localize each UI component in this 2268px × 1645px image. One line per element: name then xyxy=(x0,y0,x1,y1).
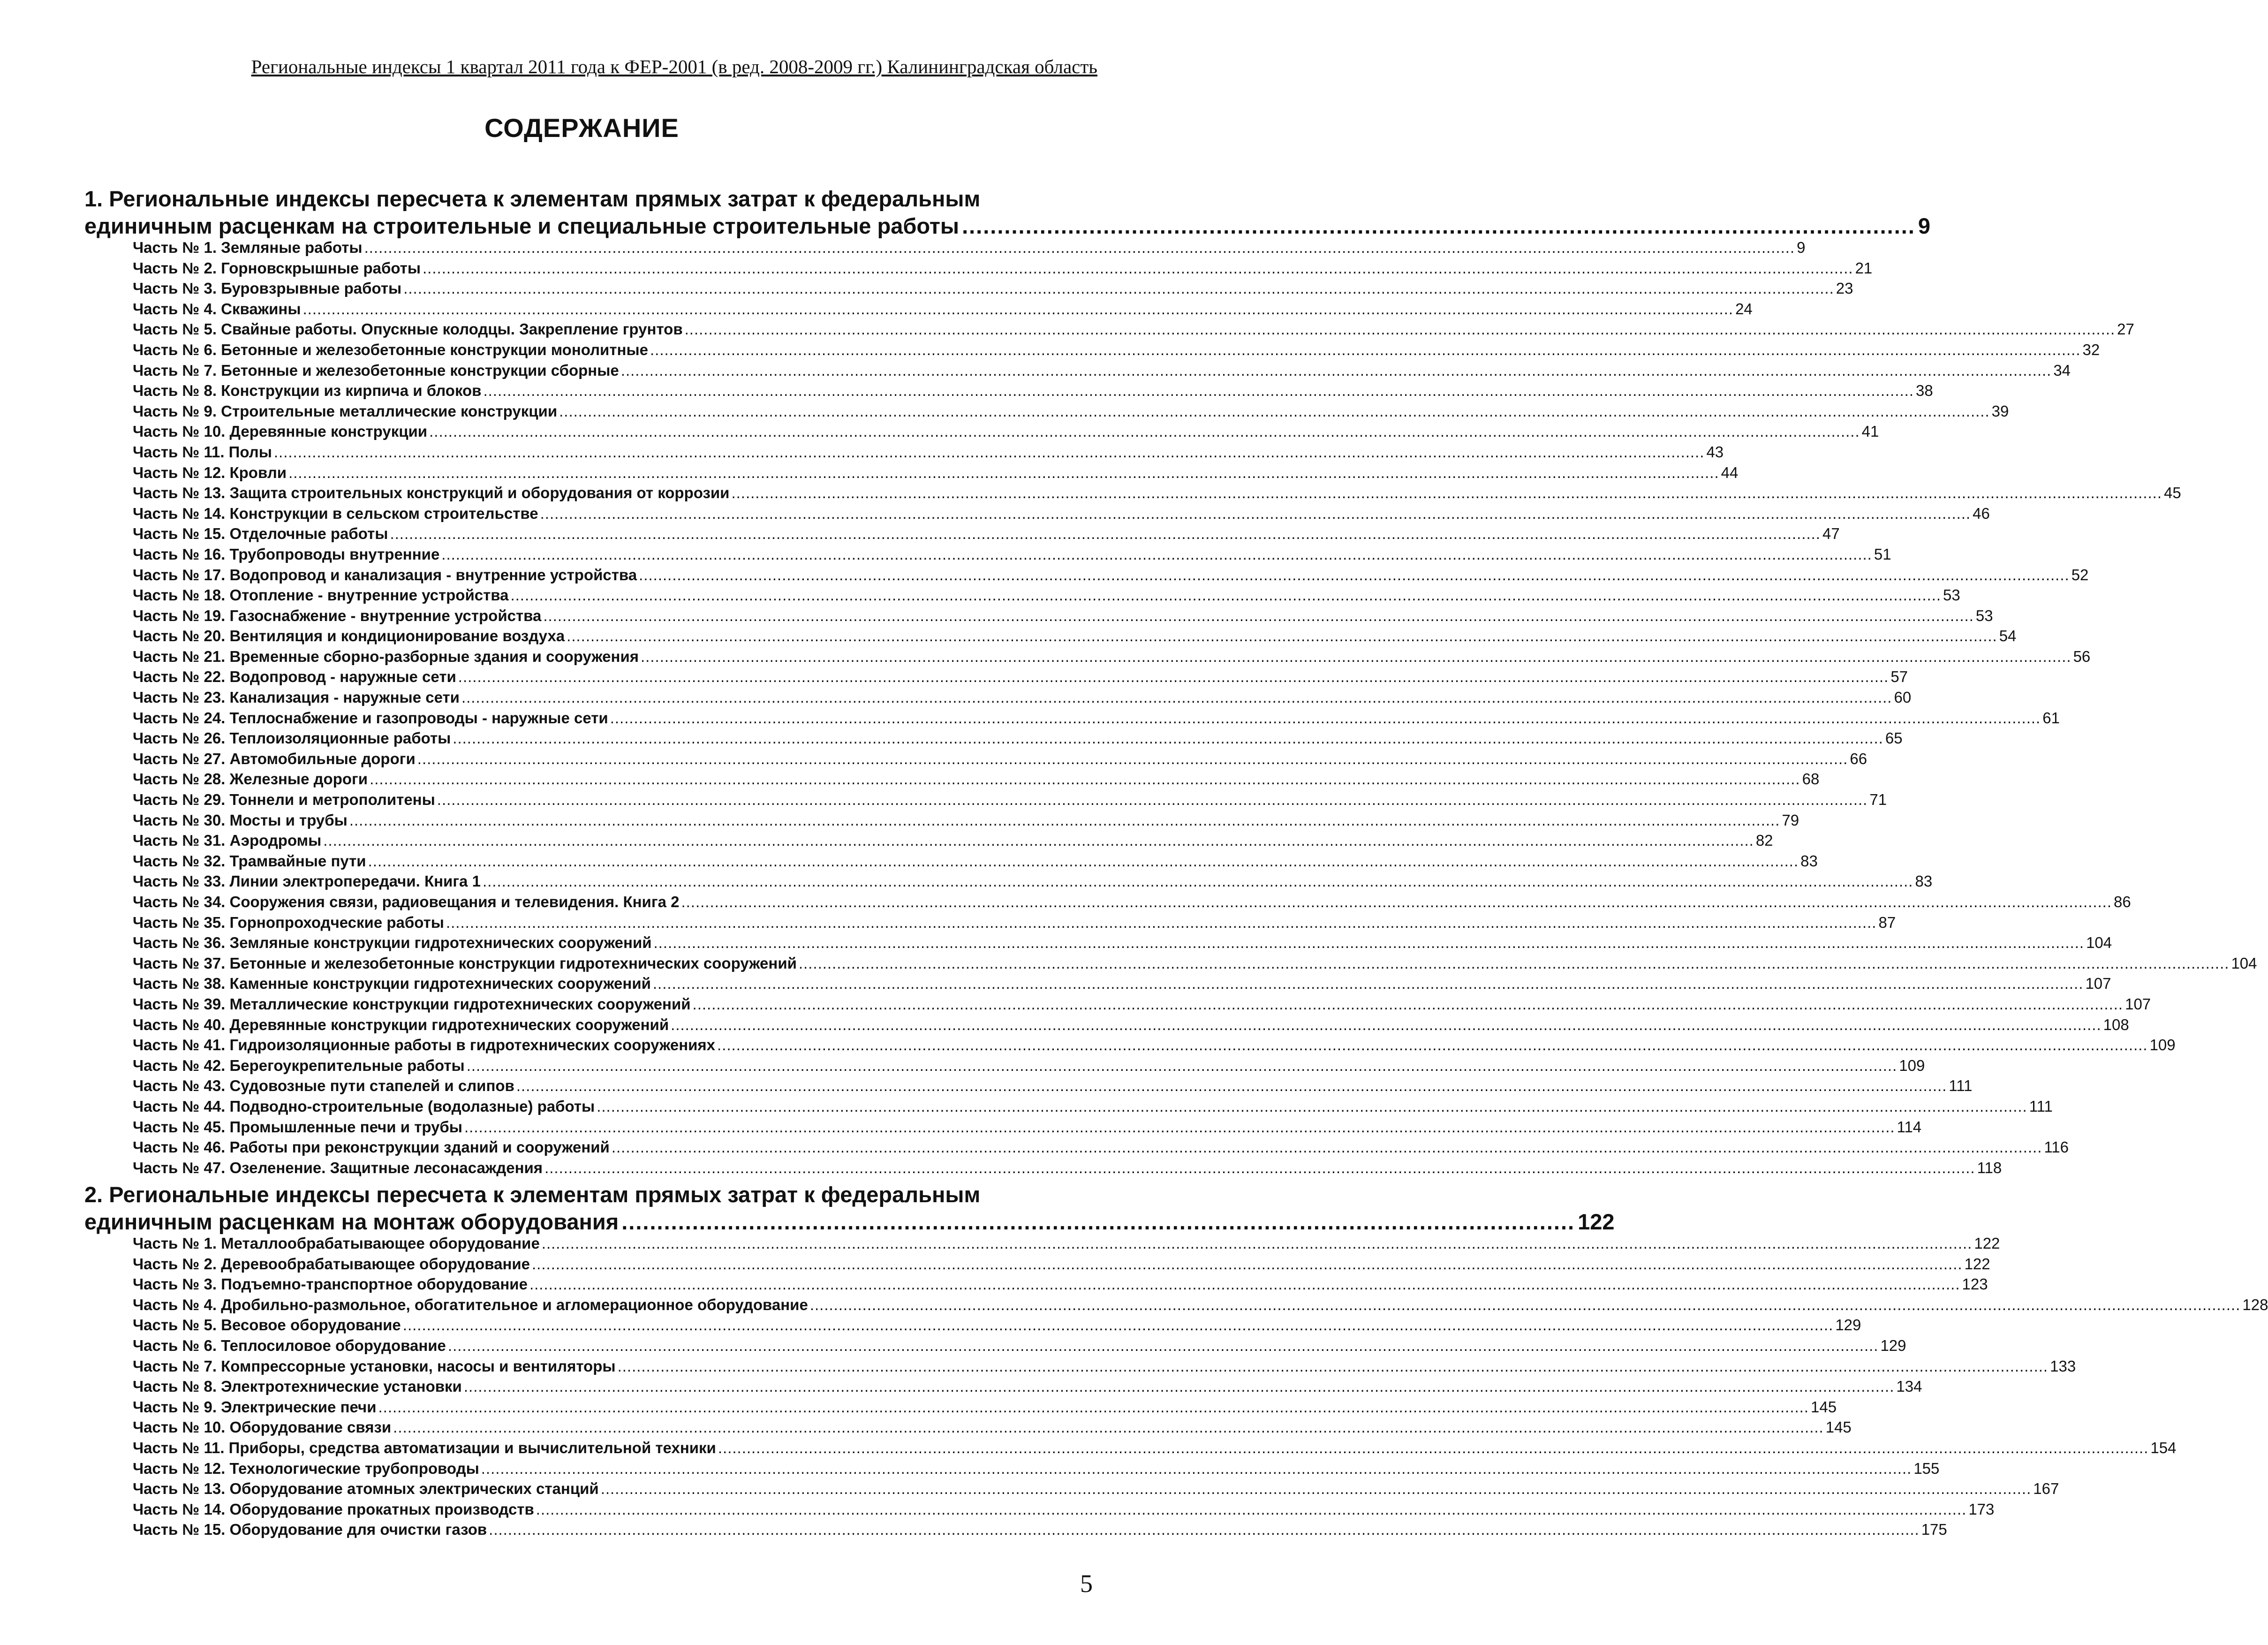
toc-entry-page: 9 xyxy=(1797,239,1806,256)
toc-entry-page: 133 xyxy=(2050,1357,2076,1375)
toc-entry-page: 154 xyxy=(2150,1439,2177,1456)
dot-leader: ............................................................................................................................................................................................................................................................................................................ xyxy=(611,1138,2042,1156)
toc-entry[interactable] xyxy=(133,954,2257,975)
dot-leader: ............................................................................................................................................................................................................................................................................................................ xyxy=(650,341,2081,358)
toc-entry-label: Часть № 39. Металлические конструкции гидротехнических сооружений xyxy=(133,995,691,1013)
toc-entry[interactable] xyxy=(133,1378,1922,1398)
dot-leader: ............................................................................................................................................................................................................................................................................................................ xyxy=(639,566,2070,584)
dot-leader: ............................................................................................................................................................................................................................................................................................................ xyxy=(540,504,1971,522)
dot-leader: ............................................................................................................................................................................................................................................................................................................ xyxy=(544,1159,1975,1176)
toc-entry-page: 122 xyxy=(1974,1235,2000,1252)
section-heading-line2: единичным расценкам на строительные и специальные строительные работы xyxy=(84,213,960,238)
toc-entry-page: 167 xyxy=(2033,1480,2059,1498)
toc-entry[interactable] xyxy=(133,647,2091,668)
toc-list-section-2 xyxy=(133,1235,2268,1541)
toc-entry-label: Часть № 30. Мосты и трубы xyxy=(133,811,348,829)
toc-entry-label: Часть № 13. Защита строительных конструкций и оборудования от коррозии xyxy=(133,484,730,502)
dot-leader: ....................................................................................................................................... xyxy=(962,213,1915,238)
toc-entry-label: Часть № 14. Конструкции в сельском строительстве xyxy=(133,504,538,522)
toc-entry-page: 24 xyxy=(1735,300,1753,318)
dot-leader: ............................................................................................................................................................................................................................................................................................................ xyxy=(798,954,2230,972)
toc-entry-label: Часть № 9. Строительные металлические конструкции xyxy=(133,402,558,420)
toc-entry-page: 44 xyxy=(1721,463,1739,481)
toc-entry[interactable] xyxy=(133,280,1853,300)
dot-leader: ............................................................................................................................................................................................................................................................................................................ xyxy=(437,791,1868,809)
toc-entry-label: Часть № 12. Кровли xyxy=(133,463,287,481)
toc-section-1[interactable] xyxy=(84,185,1931,240)
toc-entry-page: 145 xyxy=(1825,1418,1852,1436)
toc-entry-page: 129 xyxy=(1880,1336,1906,1354)
toc-entry[interactable] xyxy=(133,259,1873,280)
toc-entry-page: 111 xyxy=(1949,1077,1973,1095)
section-heading-line1: 2. Региональные индексы пересчета к элементам прямых затрат к федеральным xyxy=(84,1182,981,1207)
toc-entry-page: 108 xyxy=(2103,1016,2129,1033)
toc-entry-label: Часть № 17. Водопровод и канализация - внутренние устройства xyxy=(133,566,637,584)
toc-entry[interactable] xyxy=(133,320,2134,341)
dot-leader: ............................................................................................................................................................................................................................................................................................................ xyxy=(441,545,1872,563)
dot-leader: ............................................................................................................................................................................................................................................................................................................ xyxy=(717,1036,2148,1054)
toc-entry-label: Часть № 15. Отделочные работы xyxy=(133,525,388,543)
dot-leader: ............................................................................................................................................................................................................................................................................................................ xyxy=(483,382,1914,400)
toc-entry-label: Часть № 34. Сооружения связи, радиовещания и телевидения. Книга 2 xyxy=(133,893,680,910)
toc-entry-page: 53 xyxy=(1975,606,1993,624)
toc-entry-label: Часть № 14. Оборудование прокатных производств xyxy=(133,1500,534,1518)
dot-leader: ............................................................................................................................................................................................................................................................................................................ xyxy=(464,1118,1895,1136)
toc-entry-page: 66 xyxy=(1850,750,1867,767)
toc-entry-label: Часть № 38. Каменные конструкции гидротехнических сооружений xyxy=(133,975,651,993)
dot-leader: ............................................................................................................................................................................................................................................................................................................ xyxy=(302,300,1734,318)
toc-entry[interactable] xyxy=(133,423,1879,443)
toc-entry-page: 118 xyxy=(1977,1159,2002,1176)
toc-entry-page: 104 xyxy=(2086,934,2112,952)
dot-leader: ............................................................................................................................................................................................................................................................................................................ xyxy=(482,872,1913,890)
toc-entry[interactable] xyxy=(133,770,1820,791)
toc-entry[interactable] xyxy=(133,1056,1925,1077)
toc-entry[interactable] xyxy=(133,1097,2053,1118)
dot-leader: ............................................................................................................................................................................................................................................................................................................ xyxy=(489,1521,1920,1539)
toc-entry[interactable] xyxy=(133,627,2017,648)
toc-entry-page: 21 xyxy=(1855,259,1873,277)
toc-entry-label: Часть № 16. Трубопроводы внутренние xyxy=(133,545,440,563)
toc-entry-label: Часть № 8. Электротехнические установки xyxy=(133,1378,462,1395)
toc-entry[interactable] xyxy=(133,689,1912,709)
section-heading-line2-row xyxy=(84,1208,1615,1236)
toc-entry-label: Часть № 15. Оборудование для очистки газов xyxy=(133,1521,487,1539)
toc-entry[interactable] xyxy=(133,791,1887,811)
toc-entry-label: Часть № 23. Канализация - наружные сети xyxy=(133,689,460,706)
toc-entry-page: 51 xyxy=(1874,545,1891,563)
dot-leader: ............................................................................................................................................................................................................................................................................................................ xyxy=(423,259,1853,277)
toc-entry-page: 56 xyxy=(2073,647,2091,665)
toc-entry-page: 175 xyxy=(1921,1521,1947,1539)
toc-entry[interactable] xyxy=(133,1159,2002,1180)
dot-leader: ............................................................................................................................................................................................................................................................................................................ xyxy=(529,1275,1960,1293)
toc-entry[interactable] xyxy=(133,1521,1947,1541)
toc-entry-label: Часть № 36. Земляные конструкции гидротехнических сооружений xyxy=(133,934,652,952)
dot-leader: ............................................................................................................................................................................................................................................................................................................ xyxy=(481,1459,1912,1477)
toc-entry[interactable] xyxy=(133,832,1773,852)
toc-entry[interactable] xyxy=(133,402,2009,423)
toc-entry-label: Часть № 2. Деревообрабатывающее оборудование xyxy=(133,1255,530,1273)
toc-entry-label: Часть № 3. Подъемно-транспортное оборудование xyxy=(133,1275,528,1293)
dot-leader: ............................................................................................................................................................................................................................................................................................................ xyxy=(463,1378,1895,1395)
toc-entry-page: 111 xyxy=(2029,1097,2053,1115)
dot-leader: ............................................................................................................................................................................................................................................................................................................ xyxy=(532,1255,1963,1273)
dot-leader: ............................................................................................................................................................................................................................................................................................................ xyxy=(349,811,1780,829)
toc-entry-label: Часть № 10. Оборудование связи xyxy=(133,1418,392,1436)
toc-entry-page: 114 xyxy=(1897,1118,1922,1136)
dot-leader: ............................................................................................................................................................................................................................................................................................................ xyxy=(681,893,2112,910)
toc-entry[interactable] xyxy=(133,1118,1922,1139)
dot-leader: ............................................................................................................................................................................................................................................................................................................ xyxy=(323,832,1754,849)
toc-entry[interactable] xyxy=(133,1235,2000,1255)
toc-entry-label: Часть № 11. Полы xyxy=(133,443,272,461)
toc-entry-page: 71 xyxy=(1869,791,1887,809)
toc-entry-label: Часть № 8. Конструкции из кирпича и блоков xyxy=(133,382,482,400)
toc-entry-label: Часть № 40. Деревянные конструкции гидротехнических сооружений xyxy=(133,1016,669,1033)
toc-entry-page: 46 xyxy=(1973,504,1990,522)
dot-leader: ............................................................................................................................................................................................................................................................................................................ xyxy=(370,770,1800,788)
toc-entry-label: Часть № 28. Железные дороги xyxy=(133,770,368,788)
toc-entry-label: Часть № 24. Теплоснабжение и газопроводы - наружные сети xyxy=(133,709,608,727)
toc-entry[interactable] xyxy=(133,484,2181,505)
dot-leader: ............................................................................................................................................................................................................................................................................................................ xyxy=(617,1357,2049,1375)
running-header: Региональные индексы 1 квартал 2011 года к ФЕР-2001 (в ред. 2008-2009 гг.) Калининградская область xyxy=(251,56,1097,77)
dot-leader: ............................................................................................................................................................................................................................................................................................................ xyxy=(600,1480,2032,1498)
toc-entry[interactable] xyxy=(133,852,1818,873)
toc-entry[interactable] xyxy=(133,341,2100,362)
toc-entry-label: Часть № 47. Озеленение. Защитные лесонасаждения xyxy=(133,1159,543,1176)
toc-entry-label: Часть № 18. Отопление - внутренние устройства xyxy=(133,586,509,604)
toc-entry[interactable] xyxy=(133,1316,1861,1337)
toc-entry-label: Часть № 43. Судовозные пути стапелей и слипов xyxy=(133,1077,514,1095)
toc-entry-page: 32 xyxy=(2082,341,2100,358)
toc-entry-page: 173 xyxy=(1968,1500,1995,1518)
dot-leader: ............................................................................................................................................................................................................................................................................................................ xyxy=(429,423,1860,440)
toc-entry-page: 47 xyxy=(1822,525,1840,543)
dot-leader: ............................................................................................................................................................................................................................................................................................................ xyxy=(567,627,1997,645)
toc-entry[interactable] xyxy=(133,300,1753,321)
toc-entry[interactable] xyxy=(133,504,1990,525)
toc-entry[interactable] xyxy=(133,1036,2176,1057)
page-title: СОДЕРЖАНИЕ xyxy=(484,113,679,143)
toc-entry-label: Часть № 22. Водопровод - наружные сети xyxy=(133,668,456,686)
toc-entry-label: Часть № 33. Линии электропередачи. Книга 1 xyxy=(133,872,481,890)
toc-entry-label: Часть № 4. Скважины xyxy=(133,300,301,318)
toc-entry[interactable] xyxy=(133,606,1993,628)
dot-leader: ............................................................................................................................................................................................................................................................................................................ xyxy=(543,606,1974,624)
toc-entry[interactable] xyxy=(133,872,1933,893)
dot-leader: ............................................................................................................................................................................................................................................................................................................ xyxy=(273,443,1705,461)
toc-entry[interactable] xyxy=(133,1418,1852,1439)
toc-entry-label: Часть № 46. Работы при реконструкции зданий и сооружений xyxy=(133,1138,610,1156)
toc-entry[interactable] xyxy=(133,382,1933,402)
toc-entry-label: Часть № 31. Аэродромы xyxy=(133,832,322,849)
dot-leader: ....................................................................................................................................... xyxy=(621,1209,1575,1234)
toc-entry[interactable] xyxy=(133,1016,2129,1037)
dot-leader: ............................................................................................................................................................................................................................................................................................................ xyxy=(393,1418,1824,1436)
toc-entry-page: 122 xyxy=(1964,1255,1990,1273)
toc-entry-page: 109 xyxy=(1899,1056,1925,1074)
toc-entry-label: Часть № 1. Металлообрабатывающее оборудование xyxy=(133,1235,540,1252)
toc-entry[interactable] xyxy=(133,750,1867,771)
toc-entry-label: Часть № 13. Оборудование атомных электрических станций xyxy=(133,1480,599,1498)
dot-leader: ............................................................................................................................................................................................................................................................................................................ xyxy=(402,1316,1834,1334)
section-heading-line1: 1. Региональные индексы пересчета к элементам прямых затрат к федеральным xyxy=(84,186,981,211)
dot-leader: ............................................................................................................................................................................................................................................................................................................ xyxy=(458,668,1889,686)
toc-entry[interactable] xyxy=(133,1336,1906,1357)
section-heading-line2-row xyxy=(84,212,1931,240)
toc-entry-page: 116 xyxy=(2044,1138,2069,1156)
toc-entry[interactable] xyxy=(133,545,1891,566)
toc-entry[interactable] xyxy=(133,566,2089,587)
dot-leader: ............................................................................................................................................................................................................................................................................................................ xyxy=(378,1398,1809,1416)
toc-entry[interactable] xyxy=(133,443,1724,464)
toc-entry[interactable] xyxy=(133,1138,2069,1159)
toc-entry[interactable] xyxy=(133,1459,1940,1480)
toc-entry-page: 61 xyxy=(2042,709,2060,727)
toc-entry[interactable] xyxy=(133,1480,2059,1501)
toc-entry[interactable] xyxy=(133,975,2111,995)
dot-leader: ............................................................................................................................................................................................................................................................................................................ xyxy=(684,320,2116,338)
toc-entry-label: Часть № 21. Временные сборно-разборные здания и сооружения xyxy=(133,647,639,665)
toc-entry[interactable] xyxy=(133,934,2112,955)
toc-entry[interactable] xyxy=(133,1439,2177,1460)
dot-leader: ............................................................................................................................................................................................................................................................................................................ xyxy=(510,586,1942,604)
toc-entry-page: 86 xyxy=(2114,893,2131,910)
dot-leader: ............................................................................................................................................................................................................................................................................................................ xyxy=(692,995,2124,1013)
toc-entry-page: 65 xyxy=(1885,729,1903,747)
toc-entry-label: Часть № 27. Автомобильные дороги xyxy=(133,750,416,767)
toc-entry-page: 107 xyxy=(2125,995,2151,1013)
toc-entry[interactable] xyxy=(133,913,1896,934)
toc-entry[interactable] xyxy=(133,729,1903,750)
toc-entry[interactable] xyxy=(133,1275,1988,1296)
toc-entry-label: Часть № 9. Электрические печи xyxy=(133,1398,377,1416)
toc-entry-page: 43 xyxy=(1706,443,1724,461)
toc-entry-page: 52 xyxy=(2071,566,2089,584)
toc-entry-label: Часть № 19. Газоснабжение - внутренние устройства xyxy=(133,606,542,624)
dot-leader: ............................................................................................................................................................................................................................................................................................................ xyxy=(536,1500,1967,1518)
toc-entry-label: Часть № 29. Тоннели и метрополитены xyxy=(133,791,435,809)
dot-leader: ............................................................................................................................................................................................................................................................................................................ xyxy=(516,1077,1947,1095)
toc-entry-page: 128 xyxy=(2242,1296,2268,1313)
dot-leader: ............................................................................................................................................................................................................................................................................................................ xyxy=(446,913,1877,931)
toc-entry-label: Часть № 2. Горновскрышные работы xyxy=(133,259,421,277)
dot-leader: ............................................................................................................................................................................................................................................................................................................ xyxy=(718,1439,2149,1456)
toc-entry-page: 27 xyxy=(2117,320,2134,338)
dot-leader: ............................................................................................................................................................................................................................................................................................................ xyxy=(403,280,1834,297)
dot-leader: ............................................................................................................................................................................................................................................................................................................ xyxy=(653,934,2085,952)
toc-entry-page: 104 xyxy=(2231,954,2257,972)
toc-entry[interactable] xyxy=(133,995,2151,1016)
toc-entry[interactable] xyxy=(133,893,2131,914)
dot-leader: ............................................................................................................................................................................................................................................................................................................ xyxy=(447,1336,1879,1354)
toc-entry-page: 53 xyxy=(1943,586,1960,604)
toc-entry[interactable] xyxy=(133,239,1806,259)
toc-entry-label: Часть № 20. Вентиляция и кондиционирование воздуха xyxy=(133,627,565,645)
toc-entry[interactable] xyxy=(133,1255,1990,1276)
toc-entry[interactable] xyxy=(133,463,1739,485)
toc-entry-label: Часть № 6. Бетонные и железобетонные конструкции монолитные xyxy=(133,341,648,358)
toc-entry[interactable] xyxy=(133,1398,1837,1419)
dot-leader: ............................................................................................................................................................................................................................................................................................................ xyxy=(809,1296,2241,1313)
toc-entry-page: 134 xyxy=(1896,1378,1922,1395)
toc-entry-label: Часть № 12. Технологические трубопроводы xyxy=(133,1459,479,1477)
toc-entry-page: 79 xyxy=(1782,811,1799,829)
toc-entry[interactable] xyxy=(133,525,1840,546)
toc-entry-page: 83 xyxy=(1915,872,1933,890)
toc-entry-label: Часть № 11. Приборы, средства автоматизации и вычислительной техники xyxy=(133,1439,716,1456)
toc-section-2[interactable] xyxy=(84,1181,1615,1236)
toc-entry-label: Часть № 41. Гидроизоляционные работы в гидротехнических сооружениях xyxy=(133,1036,716,1054)
toc-entry[interactable] xyxy=(133,1357,2076,1378)
dot-leader: ............................................................................................................................................................................................................................................................................................................ xyxy=(453,729,1883,747)
toc-entry-label: Часть № 7. Компрессорные установки, насосы и вентиляторы xyxy=(133,1357,616,1375)
dot-leader: ............................................................................................................................................................................................................................................................................................................ xyxy=(288,463,1719,481)
toc-entry-label: Часть № 5. Весовое оборудование xyxy=(133,1316,401,1334)
dot-leader: ............................................................................................................................................................................................................................................................................................................ xyxy=(559,402,1990,420)
toc-entry-label: Часть № 32. Трамвайные пути xyxy=(133,852,366,870)
section-page-number: 122 xyxy=(1578,1209,1615,1234)
toc-entry-label: Часть № 5. Свайные работы. Опускные колодцы. Закрепление грунтов xyxy=(133,320,683,338)
toc-entry-page: 38 xyxy=(1916,382,1933,400)
dot-leader: ............................................................................................................................................................................................................................................................................................................ xyxy=(364,239,1795,256)
dot-leader: ............................................................................................................................................................................................................................................................................................................ xyxy=(671,1016,2102,1033)
toc-entry-label: Часть № 37. Бетонные и железобетонные конструкции гидротехнических сооружений xyxy=(133,954,797,972)
toc-entry[interactable] xyxy=(133,709,2060,730)
toc-entry-page: 23 xyxy=(1836,280,1853,297)
toc-entry[interactable] xyxy=(133,361,2071,382)
dot-leader: ............................................................................................................................................................................................................................................................................................................ xyxy=(466,1056,1898,1074)
toc-entry-label: Часть № 45. Промышленные печи и трубы xyxy=(133,1118,462,1136)
toc-entry-label: Часть № 6. Теплосиловое оборудование xyxy=(133,1336,446,1354)
dot-leader: ............................................................................................................................................................................................................................................................................................................ xyxy=(390,525,1821,543)
page-number: 5 xyxy=(1080,1569,1093,1598)
toc-entry-label: Часть № 44. Подводно-строительные (водолазные) работы xyxy=(133,1097,595,1115)
toc-entry-page: 155 xyxy=(1913,1459,1940,1477)
toc-entry[interactable] xyxy=(133,668,1908,689)
toc-entry[interactable] xyxy=(133,811,1799,832)
dot-leader: ............................................................................................................................................................................................................................................................................................................ xyxy=(731,484,2162,502)
toc-entry[interactable] xyxy=(133,1296,2268,1317)
dot-leader: ............................................................................................................................................................................................................................................................................................................ xyxy=(620,361,2052,379)
dot-leader: ............................................................................................................................................................................................................................................................................................................ xyxy=(541,1235,1973,1252)
toc-entry-page: 82 xyxy=(1755,832,1773,849)
toc-entry-page: 34 xyxy=(2053,361,2071,379)
toc-entry-page: 87 xyxy=(1878,913,1896,931)
toc-entry-page: 109 xyxy=(2149,1036,2176,1054)
toc-entry-page: 107 xyxy=(2085,975,2111,993)
toc-entry-label: Часть № 4. Дробильно-размольное, обогатительное и агломерационное оборудование xyxy=(133,1296,808,1313)
toc-entry-page: 129 xyxy=(1835,1316,1861,1334)
toc-entry-label: Часть № 3. Буровзрывные работы xyxy=(133,280,402,297)
toc-entry-page: 54 xyxy=(1999,627,2017,645)
toc-entry-label: Часть № 7. Бетонные и железобетонные конструкции сборные xyxy=(133,361,619,379)
toc-entry-page: 83 xyxy=(1800,852,1818,870)
dot-leader: ............................................................................................................................................................................................................................................................................................................ xyxy=(652,975,2084,993)
toc-entry-label: Часть № 10. Деревянные конструкции xyxy=(133,423,428,440)
dot-leader: ............................................................................................................................................................................................................................................................................................................ xyxy=(461,689,1892,706)
toc-entry-label: Часть № 42. Берегоукрепительные работы xyxy=(133,1056,465,1074)
toc-entry-page: 123 xyxy=(1962,1275,1988,1293)
dot-leader: ............................................................................................................................................................................................................................................................................................................ xyxy=(610,709,2041,727)
dot-leader: ............................................................................................................................................................................................................................................................................................................ xyxy=(417,750,1848,767)
toc-entry-page: 39 xyxy=(1991,402,2009,420)
toc-entry-page: 60 xyxy=(1894,689,1912,706)
dot-leader: ............................................................................................................................................................................................................................................................................................................ xyxy=(597,1097,2027,1115)
toc-entry-label: Часть № 1. Земляные работы xyxy=(133,239,363,256)
toc-entry-page: 57 xyxy=(1890,668,1908,686)
toc-entry[interactable] xyxy=(133,586,1960,607)
dot-leader: ............................................................................................................................................................................................................................................................................................................ xyxy=(368,852,1799,870)
toc-entry[interactable] xyxy=(133,1077,1973,1098)
toc-entry-page: 41 xyxy=(1861,423,1879,440)
toc-entry-label: Часть № 26. Теплоизоляционные работы xyxy=(133,729,451,747)
toc-entry-page: 68 xyxy=(1802,770,1820,788)
toc-entry-page: 45 xyxy=(2164,484,2181,502)
dot-leader: ............................................................................................................................................................................................................................................................................................................ xyxy=(641,647,2071,665)
toc-entry-page: 145 xyxy=(1811,1398,1837,1416)
section-page-number: 9 xyxy=(1918,213,1931,238)
toc-list-section-1 xyxy=(133,239,2257,1179)
section-heading-line2: единичным расценкам на монтаж оборудования xyxy=(84,1209,619,1234)
toc-entry-label: Часть № 35. Горнопроходческие работы xyxy=(133,913,444,931)
toc-entry[interactable] xyxy=(133,1500,1995,1521)
